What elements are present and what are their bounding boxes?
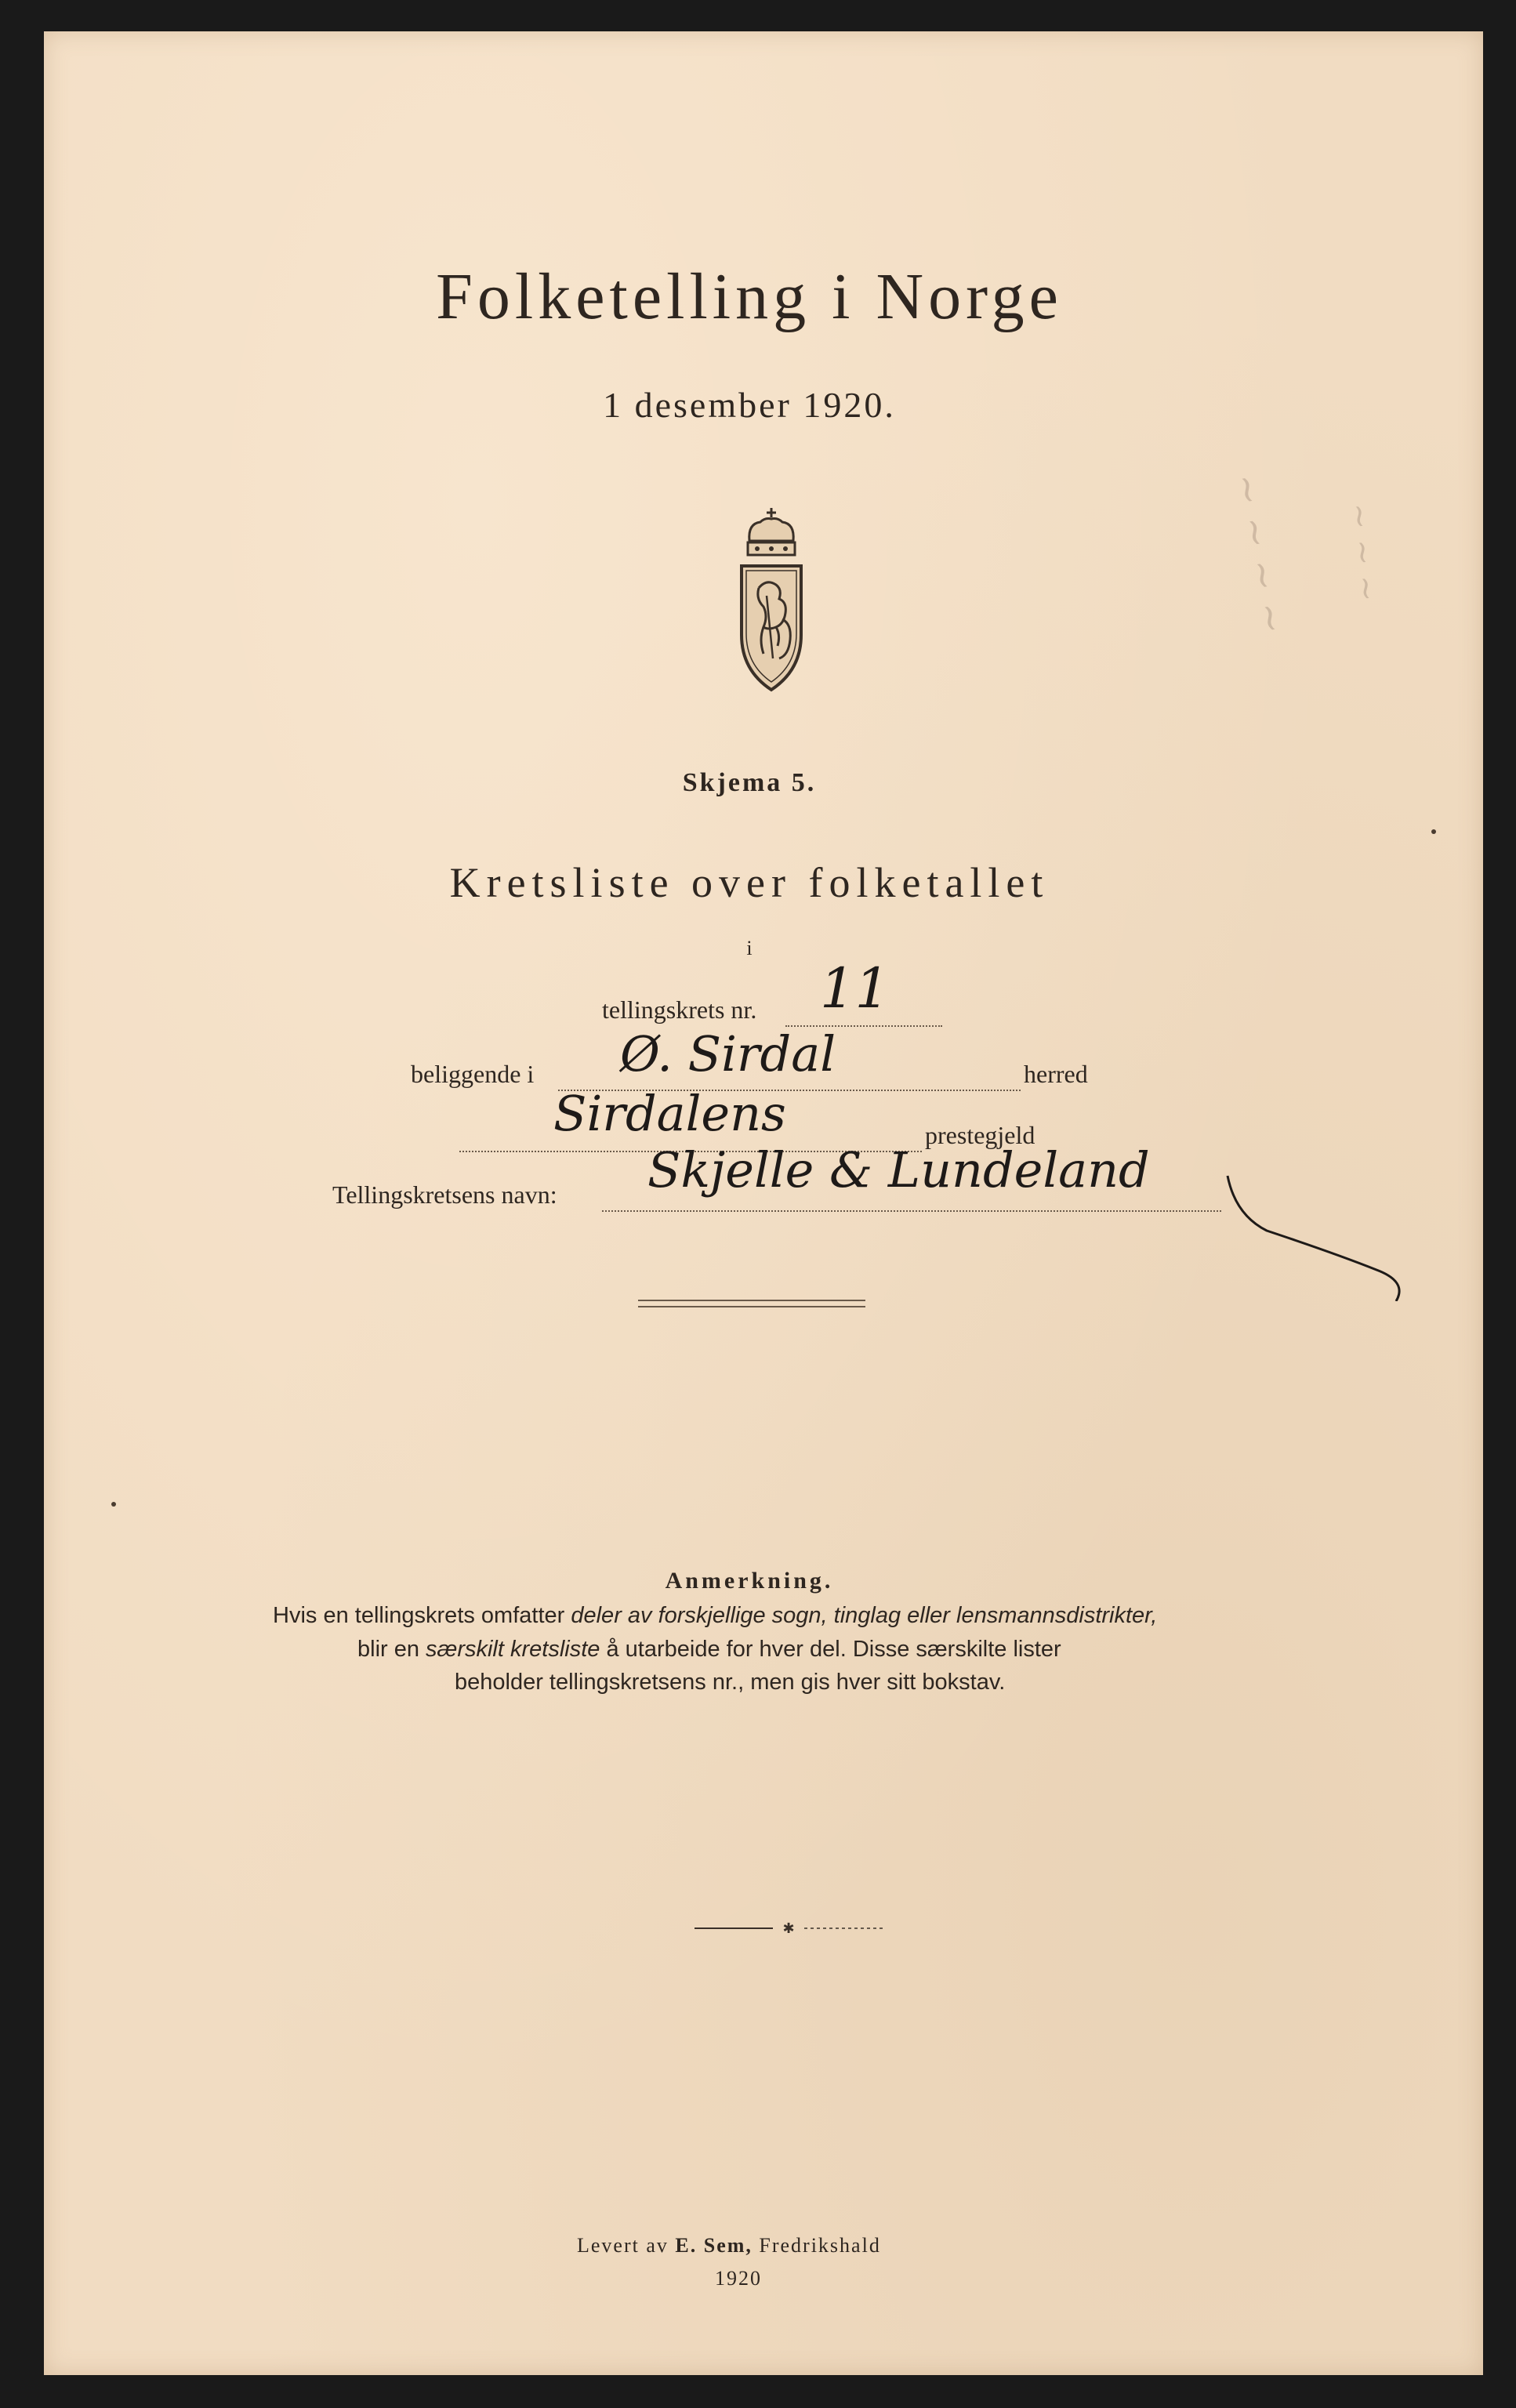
paper-speck [111,1502,116,1507]
svg-text:✱: ✱ [782,1920,795,1936]
remark-line-2-text-b: å utarbeide for hver del. Disse særskilte lister [600,1637,1061,1662]
district-name-line [602,1210,1221,1212]
printer-name: E. Sem, [675,2234,753,2257]
norwegian-coat-of-arms-icon [732,502,811,698]
signature-flourish [1220,1160,1424,1301]
census-date: 1 desember 1920. [603,385,896,425]
bleed-through-marks: ~ ~ ~ ~ [1223,470,1295,638]
remark-line-2 [357,1637,1061,1663]
section-divider [638,1300,865,1307]
parish-suffix: prestegjeld [925,1121,1035,1149]
remark-line-1-italic: deler av forskjellige sogn, tinglag eller lensmannsdistrikter, [571,1603,1158,1628]
form-heading: Kretsliste over folketallet [449,859,1050,906]
printer-line [577,2234,881,2258]
remark-line-3: beholder tellingskretsens nr., men gis hver sitt bokstav. [455,1670,1006,1695]
remark-line-1 [273,1603,1157,1629]
municipality-suffix: herred [1024,1060,1088,1088]
district-number-value: 11 [820,956,890,1021]
located-in-label: beliggende i [411,1060,535,1088]
remark-line-1-text: Hvis en tellingskrets omfatter [273,1603,571,1628]
ornament-divider-icon [695,1920,883,1936]
district-name-label: Tellingskretsens navn: [332,1180,557,1209]
heading-preposition: i [746,937,753,959]
bleed-through-marks: ~ ~ ~ [1340,502,1385,604]
printer-prefix: Levert av [577,2234,676,2257]
district-name-value: Skjelle & Lundeland [647,1141,1150,1199]
remark-title: Anmerkning. [665,1568,834,1594]
census-form-page [44,31,1483,2375]
remark-line-2-text-a: blir en [357,1637,426,1662]
parish-value: Sirdalens [553,1085,786,1142]
located-in-value: Ø. Sirdal [620,1025,836,1083]
paper-speck [1431,829,1436,834]
printer-city: Fredrikshald [752,2234,881,2257]
printer-year: 1920 [715,2267,762,2290]
page-title: Folketelling i Norge [436,260,1063,333]
remark-line-2-italic: særskilt kretsliste [426,1637,600,1662]
schema-number: Skjema 5. [682,768,817,797]
district-number-label: tellingskrets nr. [602,995,757,1024]
